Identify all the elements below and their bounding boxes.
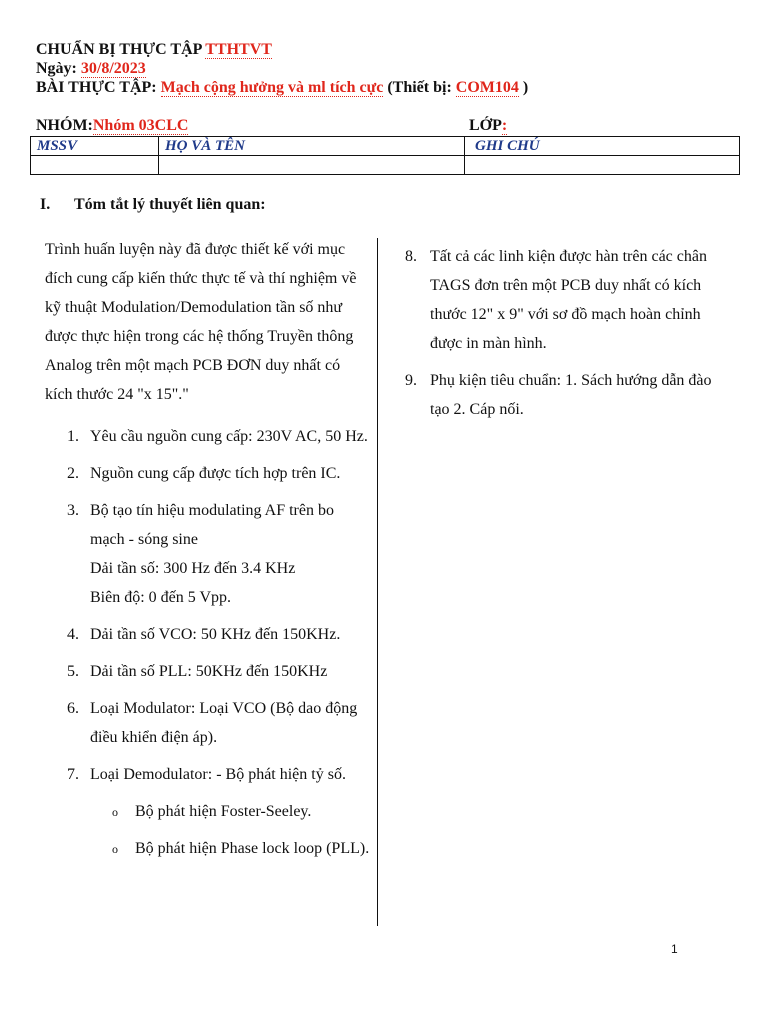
header-name: HỌ VÀ TÊN	[159, 137, 465, 156]
list-text: Nguồn cung cấp được tích hợp trên IC.	[90, 465, 341, 482]
header-mssv: MSSV	[31, 137, 159, 156]
list-item	[45, 422, 370, 451]
section-number: I.	[40, 196, 51, 213]
column-divider	[377, 238, 378, 926]
spec-list-left	[45, 422, 370, 863]
device-label: (Thiết bị:	[387, 79, 452, 96]
table-header-row	[31, 137, 740, 156]
list-number: 6.	[67, 700, 79, 717]
list-text: Bộ tạo tín hiệu modulating AF trên bo mạch - sóng sine	[90, 502, 334, 548]
list-number: 5.	[67, 663, 79, 680]
header-line-lab	[36, 78, 528, 98]
header-line-prep	[36, 40, 272, 60]
list-number: 2.	[67, 465, 79, 482]
spec-list-right	[405, 242, 725, 424]
intro-paragraph: Trình huấn luyện này đã được thiết kế với mục đích cung cấp kiến thức thực tế và thí nghiệm về kỹ thuật Modulation/Demodulation tần số như được thực hiện trong các hệ thống Truyền thông Analog trên một mạch PCB ĐƠN duy nhất có kích thước 24 "x 15"."	[45, 241, 357, 403]
list-number: 8.	[405, 248, 417, 265]
list-subline: Dải tần số: 300 Hz đến 3.4 KHz	[90, 560, 296, 577]
header-line-date	[36, 59, 146, 79]
page-number: 1	[671, 942, 678, 956]
right-column	[405, 242, 725, 432]
list-number: 1.	[67, 428, 79, 445]
cell-mssv[interactable]	[31, 156, 159, 175]
left-column	[45, 235, 370, 871]
header-note: GHI CHÚ	[465, 137, 740, 156]
bullet-icon: o	[112, 805, 118, 819]
list-subline: Biên độ: 0 đến 5 Vpp.	[90, 589, 232, 606]
lab-label: BÀI THỰC TẬP:	[36, 79, 157, 96]
date-label: Ngày:	[36, 60, 77, 77]
section-heading	[40, 196, 266, 214]
cell-note[interactable]	[465, 156, 740, 175]
list-number: 3.	[67, 502, 79, 519]
prep-value: TTHTVT	[205, 41, 272, 58]
lab-value: Mạch cộng hưởng và ml tích cực	[160, 79, 384, 96]
list-item	[45, 657, 370, 686]
demodulator-bullets	[90, 797, 370, 863]
list-item	[45, 760, 370, 863]
table-row	[31, 156, 740, 175]
list-item	[45, 459, 370, 488]
date-value: 30/8/2023	[80, 60, 146, 77]
member-table	[30, 136, 740, 175]
list-text: Loại Modulator: Loại VCO (Bộ dao động điều khiển điện áp).	[90, 700, 358, 746]
section-title: Tóm tắt lý thuyết liên quan:	[74, 196, 266, 213]
bullet-text: Bộ phát hiện Phase lock loop (PLL).	[135, 840, 370, 857]
list-number: 4.	[67, 626, 79, 643]
device-close: )	[522, 79, 529, 96]
group-line	[36, 116, 188, 136]
class-colon: :	[501, 117, 508, 134]
list-text: Loại Demodulator: - Bộ phát hiện tỷ số.	[90, 766, 346, 783]
list-text: Tất cả các linh kiện được hàn trên các chân TAGS đơn trên một PCB duy nhất có kích thước 12" x 9" với sơ đồ mạch hoàn chỉnh được in màn hình.	[430, 248, 707, 352]
list-number: 9.	[405, 372, 417, 389]
prep-label: CHUẨN BỊ THỰC TẬP	[36, 41, 202, 58]
group-label: NHÓM:	[36, 117, 93, 134]
bullet-item	[90, 834, 370, 863]
list-item	[45, 496, 370, 612]
cell-name[interactable]	[159, 156, 465, 175]
list-text: Dải tần số VCO: 50 KHz đến 150KHz.	[90, 626, 341, 643]
device-value: COM104	[455, 79, 519, 96]
bullet-text: Bộ phát hiện Foster-Seeley.	[135, 803, 312, 820]
list-item	[45, 694, 370, 752]
list-number: 7.	[67, 766, 79, 783]
class-line	[469, 116, 507, 136]
class-label: LỚP	[469, 117, 502, 134]
group-value: Nhóm 03CLC	[92, 117, 189, 134]
list-item	[45, 620, 370, 649]
list-text: Dải tần số PLL: 50KHz đến 150KHz	[90, 663, 328, 680]
list-text: Phụ kiện tiêu chuẩn: 1. Sách hướng dẫn đào tạo 2. Cáp nối.	[430, 372, 712, 418]
list-text: Yêu cầu nguồn cung cấp: 230V AC, 50 Hz.	[90, 428, 368, 445]
list-item	[405, 242, 725, 358]
bullet-icon: o	[112, 842, 118, 856]
list-item	[405, 366, 725, 424]
bullet-item	[90, 797, 370, 826]
